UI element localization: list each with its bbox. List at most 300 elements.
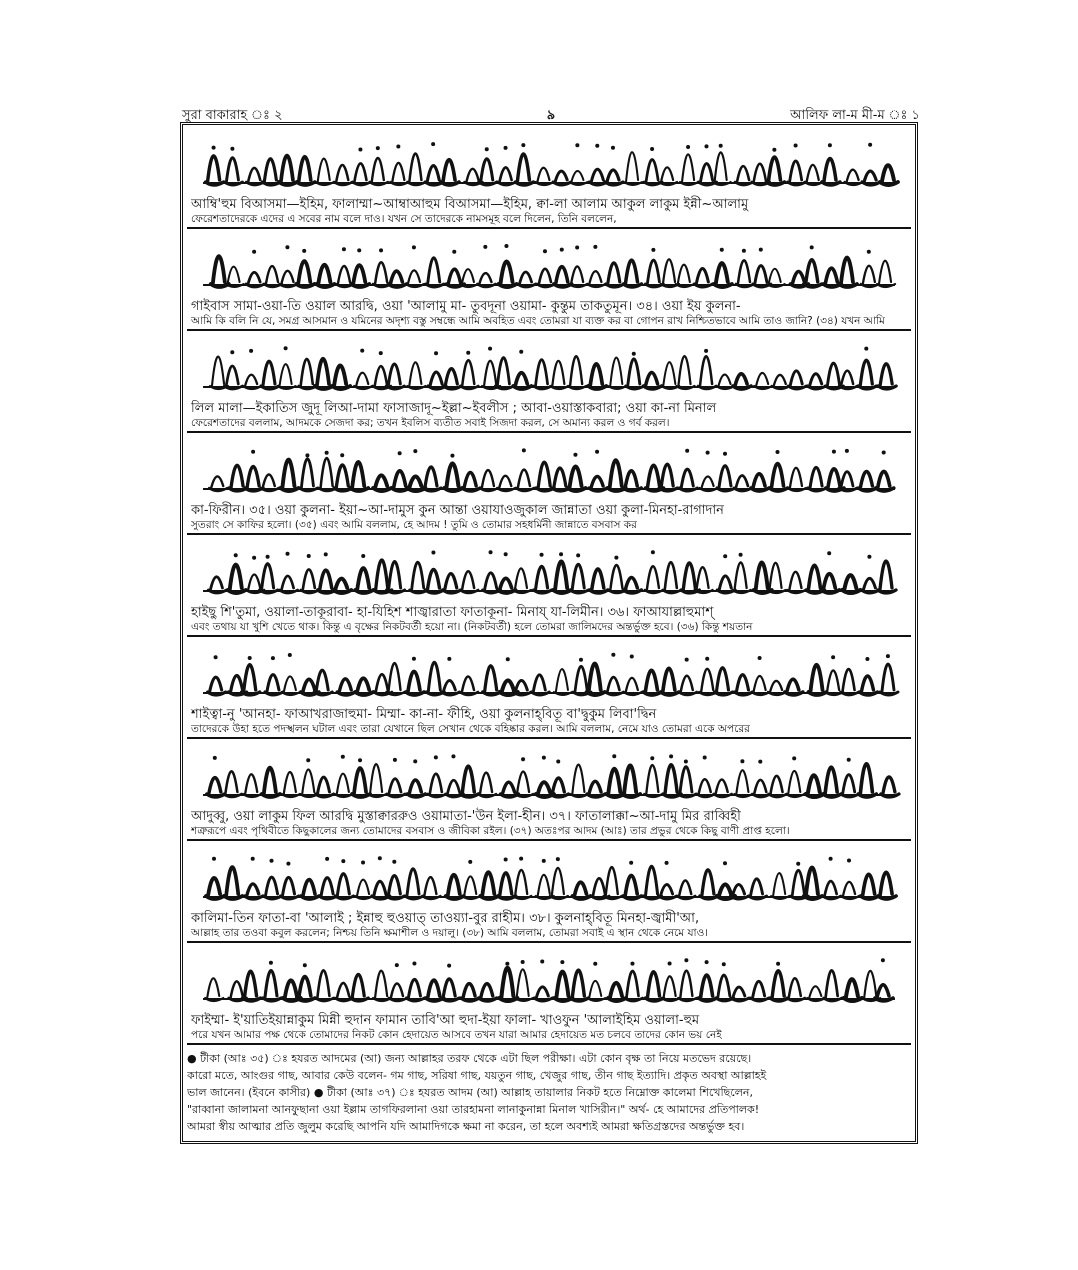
diacritic-mark [252, 250, 256, 254]
calligraphy-stroke [645, 972, 663, 1001]
diacritic-mark [248, 656, 252, 660]
calligraphy-stroke [678, 767, 696, 797]
calligraphy-stroke [265, 675, 283, 695]
diacritic-mark [593, 245, 597, 249]
diacritic-mark [775, 450, 779, 454]
diacritic-mark [285, 245, 289, 249]
diacritic-mark [468, 860, 472, 864]
diacritic-mark [595, 144, 599, 148]
calligraphy-stroke [661, 259, 679, 287]
calligraphy-stroke [441, 979, 459, 1001]
calligraphy-stroke [443, 369, 461, 389]
diacritic-mark [560, 960, 564, 964]
verse-block [187, 433, 911, 535]
diacritic-mark [867, 250, 871, 254]
calligraphy-stroke [407, 153, 425, 185]
calligraphy-stroke [206, 156, 224, 185]
calligraphy-stroke [714, 668, 732, 695]
diacritic-mark [234, 553, 238, 557]
verse-transliteration: শাইত্বা-নু 'আনহা- ফাআখরাজাহুমা- মিম্মা- কা-না- ফীহি, ওয়া কুলনাহ্‌বিতূ বা'দ্বুকুম লিবা'দ্বিন [191, 707, 657, 722]
calligraphy-stroke [280, 877, 298, 899]
calligraphy-stroke [623, 875, 641, 899]
diacritic-mark [395, 963, 399, 967]
calligraphy-stroke [623, 260, 641, 287]
diacritic-mark [434, 351, 438, 355]
calligraphy-stroke [604, 867, 622, 899]
diacritic-mark [379, 248, 383, 252]
calligraphy-stroke [734, 675, 752, 695]
diacritic-mark [412, 245, 416, 249]
diacritic-mark [705, 657, 709, 661]
diacritic-mark [378, 856, 382, 860]
diacritic-mark [723, 861, 727, 865]
arabic-verse-line [197, 847, 901, 907]
diacritic-mark [325, 857, 329, 861]
diacritic-mark [686, 145, 690, 149]
calligraphy-stroke [296, 261, 314, 287]
diacritic-mark [630, 962, 634, 966]
calligraphy-stroke [626, 359, 644, 389]
calligraphy-stroke [444, 463, 462, 491]
diacritic-mark [504, 244, 508, 248]
diacritic-mark [357, 248, 361, 252]
calligraphy-stroke [426, 258, 444, 287]
calligraphy-stroke [661, 668, 679, 695]
calligraphy-stroke [645, 566, 663, 593]
calligraphy-stroke [804, 260, 822, 287]
calligraphy-stroke [280, 460, 298, 491]
verse-transliteration: আম্বি'হুম বিআসমা—ইহিম, ফালাম্মা~আম্বাআহুম বিআসমা—ইহিম, ক্বা-লা আলাম আকুল লাকুম ইন্নী~আলামু [191, 197, 749, 212]
calligraphy-stroke [226, 267, 244, 287]
calligraphy-stroke [297, 157, 315, 185]
verse-transliteration: ফাইম্মা- ই'য়াতিইয়ান্নাকুম মিন্নী হুদান ফামান তাবি'আ হুদা-ইয়া ফালা- খাওফুন 'আলাইহিম ওয়ালা-হুম [191, 1013, 700, 1028]
para-name: আলিফ লা-ম মী-ম ঃ ১ [790, 108, 920, 123]
diacritic-mark [270, 859, 274, 863]
diacritic-mark [759, 248, 763, 252]
calligraphy-stroke [663, 562, 681, 593]
calligraphy-stroke [698, 356, 716, 389]
diacritic-mark [828, 143, 832, 147]
footnote-section [187, 1050, 911, 1135]
diacritic-mark [251, 857, 255, 861]
calligraphy-stroke [643, 670, 661, 695]
diacritic-mark [540, 553, 544, 557]
verse-transliteration: হাইছু শি'তুমা, ওয়ালা-তাকূরাবা- হা-যিহিশ শাজ্বারাতা ফাতাকূনা- মিনায্ যা-লিমীন। ৩৬। ফাআযাল্লাহুমাশ্ [191, 605, 714, 620]
diacritic-mark [288, 653, 292, 657]
calligraphy-stroke [299, 459, 317, 491]
calligraphy-stroke [228, 565, 246, 593]
diacritic-mark [685, 449, 689, 453]
calligraphy-stroke [768, 776, 786, 797]
calligraphy-stroke [515, 154, 533, 185]
calligraphy-stroke [282, 772, 300, 797]
calligraphy-stroke [428, 774, 446, 797]
calligraphy-stroke [407, 362, 425, 389]
diacritic-mark [306, 758, 310, 762]
calligraphy-stroke [390, 163, 408, 185]
calligraphy-stroke [734, 770, 752, 797]
diacritic-mark [485, 147, 489, 151]
calligraphy-stroke [788, 468, 806, 491]
verse-block [187, 841, 911, 943]
calligraphy-stroke [623, 471, 641, 491]
diacritic-mark [559, 552, 563, 556]
calligraphy-stroke [569, 266, 587, 287]
diacritic-mark [431, 551, 435, 555]
calligraphy-stroke [263, 971, 281, 1001]
diacritic-mark [611, 146, 615, 150]
diacritic-mark [831, 655, 835, 659]
calligraphy-stroke [335, 874, 353, 899]
diacritic-mark [796, 862, 800, 866]
diacritic-mark [829, 857, 833, 861]
verse-block [187, 739, 911, 841]
calligraphy-stroke [314, 670, 332, 695]
diacritic-mark [488, 347, 492, 351]
footnote-line: ভাল জানেন। (ইবনে কাসীর) ● টীকা (আঃ ৩৭) ঃ হযরত আদম (আ) আল্লাহ তায়ালার নিকট হতে নিম্নোক্ত কালেমা শিখেছিলেন, [187, 1086, 753, 1099]
calligraphy-stroke [770, 971, 788, 1001]
calligraphy-stroke [622, 765, 640, 797]
diacritic-mark [303, 963, 307, 967]
diacritic-mark [650, 147, 654, 151]
diacritic-mark [521, 757, 525, 761]
calligraphy-stroke [717, 466, 735, 491]
calligraphy-stroke [771, 873, 789, 899]
calligraphy-stroke [462, 876, 480, 899]
verse-translation: আমি কি বলি নি যে, সমগ্র আসমান ও যমিনের অদৃশ্য বস্তু সম্বন্ধে আমি অবহিত এবং তোমরা যা ব্যক্ত কর বা গোপন রাখ নিশ্চিতভাবে আমি তাও জানি? (৩৪) যখন আমি [191, 315, 885, 327]
diacritic-mark [358, 148, 362, 152]
diacritic-mark [792, 756, 796, 760]
calligraphy-stroke [804, 868, 822, 899]
calligraphy-stroke [663, 765, 681, 797]
diacritic-mark [556, 857, 560, 861]
calligraphy-stroke [405, 869, 423, 899]
calligraphy-stroke [370, 158, 388, 185]
calligraphy-stroke [315, 359, 333, 389]
calligraphy-stroke [242, 665, 260, 695]
calligraphy-stroke [678, 971, 696, 1001]
calligraphy-stroke [498, 261, 516, 287]
diacritic-mark [489, 550, 493, 554]
diacritic-mark [361, 554, 365, 558]
calligraphy-stroke [567, 466, 585, 491]
calligraphy-stroke [568, 356, 586, 389]
calligraphy-stroke [479, 159, 497, 185]
calligraphy-stroke [805, 165, 823, 185]
diacritic-mark [447, 964, 451, 968]
diacritic-mark [882, 451, 886, 455]
diacritic-mark [341, 859, 345, 863]
diacritic-mark [827, 551, 831, 555]
diacritic-mark [668, 962, 672, 966]
calligraphy-stroke [263, 877, 281, 899]
calligraphy-stroke [588, 364, 606, 389]
diacritic-mark [271, 656, 275, 660]
calligraphy-stroke [515, 771, 533, 797]
calligraphy-stroke [839, 258, 857, 287]
diacritic-mark [723, 452, 727, 456]
verse-block [187, 331, 911, 433]
arabic-verse-line [197, 643, 901, 703]
diacritic-mark [392, 860, 396, 864]
diacritic-mark [772, 148, 776, 152]
diacritic-mark [212, 146, 216, 150]
arabic-verse-line [197, 745, 901, 805]
calligraphy-stroke [841, 775, 859, 797]
calligraphy-stroke [495, 358, 513, 389]
arabic-verse-line [197, 439, 901, 499]
calligraphy-stroke [224, 867, 242, 899]
diacritic-mark [505, 962, 509, 966]
calligraphy-stroke [624, 971, 642, 1001]
calligraphy-stroke [713, 152, 731, 185]
diacritic-mark [506, 657, 510, 661]
surah-name: সুরা বাকারাহ ঃ ২ [182, 108, 283, 123]
calligraphy-stroke [861, 874, 879, 899]
diacritic-mark [684, 760, 688, 764]
diacritic-mark [847, 758, 851, 762]
calligraphy-stroke [352, 163, 370, 185]
calligraphy-stroke [878, 872, 896, 899]
verse-block [187, 637, 911, 739]
calligraphy-stroke [570, 970, 588, 1001]
calligraphy-stroke [533, 566, 551, 593]
diacritic-mark [614, 556, 618, 560]
calligraphy-stroke [644, 765, 662, 797]
diacritic-mark [630, 655, 634, 659]
calligraphy-stroke [531, 675, 549, 695]
diacritic-mark [324, 552, 328, 556]
verse-block [187, 229, 911, 331]
diacritic-mark [434, 755, 438, 759]
calligraphy-stroke [880, 664, 898, 695]
calligraphy-stroke [373, 971, 391, 1001]
diacritic-mark [412, 962, 416, 966]
diacritic-mark [720, 248, 724, 252]
verse-translation: আল্লাহ তার তওবা কবুল করলেন; নিশ্চয় তিনি ক্ষমাশীল ও দয়ালু। (৩৮) আমি বললাম, তোমরা সবাই এ স্থান থেকে নেমে যাও। [191, 927, 709, 939]
calligraphy-stroke [806, 775, 824, 797]
diacritic-mark [504, 858, 508, 862]
calligraphy-stroke [387, 562, 405, 593]
diacritic-mark [847, 859, 851, 863]
calligraphy-stroke [350, 462, 368, 491]
calligraphy-stroke [422, 877, 440, 899]
diacritic-mark [504, 146, 508, 150]
calligraphy-stroke [787, 978, 805, 1001]
diacritic-mark [521, 960, 525, 964]
calligraphy-stroke [786, 771, 804, 797]
calligraphy-stroke [446, 875, 464, 899]
calligraphy-stroke [624, 152, 642, 185]
diacritic-mark [612, 754, 616, 758]
calligraphy-stroke [332, 365, 350, 389]
calligraphy-stroke [733, 562, 751, 593]
diacritic-mark [284, 346, 288, 350]
diacritic-mark [302, 249, 306, 253]
diacritic-mark [325, 451, 329, 455]
arabic-verse-line [197, 133, 901, 193]
calligraphy-stroke [406, 979, 424, 1001]
verse-translation: শত্রুরূপে এবং পৃথিবীতে কিছুকালের জন্য তোমাদের বসবাস ও জীবিকা রইল। (৩৭) অতঃপর আদম (আঃ) তার প্রভুর থেকে কিছু বাণী প্রাপ্ত হলো। [191, 825, 790, 837]
calligraphy-stroke [352, 768, 370, 797]
diacritic-mark [684, 958, 688, 962]
verse-translation: ফেরেশতাদের বললাম, আদমকে সেজদা কর; তখন ইবলিস ব্যতীত সবাই সিজদা করল, সে অমান্য করল ও গর্ব করল। [191, 417, 670, 429]
calligraphy-stroke [533, 360, 551, 389]
calligraphy-stroke [480, 872, 498, 899]
calligraphy-stroke [606, 263, 624, 287]
diacritic-mark [504, 552, 508, 556]
diacritic-mark [719, 144, 723, 148]
calligraphy-stroke [426, 662, 444, 695]
diacritic-mark [758, 760, 762, 764]
diacritic-mark [286, 552, 290, 556]
diacritic-mark [723, 554, 727, 558]
calligraphy-stroke [587, 981, 605, 1001]
diacritic-mark [379, 351, 383, 355]
calligraphy-stroke [460, 571, 478, 593]
calligraphy-stroke [808, 467, 826, 491]
calligraphy-stroke [243, 774, 261, 797]
calligraphy-stroke [460, 360, 478, 389]
diacritic-mark [286, 862, 290, 866]
calligraphy-stroke [478, 773, 496, 797]
diacritic-mark [556, 760, 560, 764]
diacritic-mark [560, 248, 564, 252]
diacritic-mark [595, 450, 599, 454]
calligraphy-stroke [679, 469, 697, 491]
diacritic-mark [704, 349, 708, 353]
calligraphy-stroke [748, 879, 766, 899]
verse-block [187, 943, 911, 1045]
diacritic-mark [519, 350, 523, 354]
calligraphy-stroke [570, 765, 588, 797]
arabic-verse-line [197, 235, 901, 295]
diacritic-mark [758, 656, 762, 660]
diacritic-mark [305, 453, 309, 457]
verse-translation: ফেরেশতাদেরকে এদের এ সবের নাম বলে দাও। যখন সে তাদেরকে নামসমূহ বলে দিলেন, তিনি বললেন, [191, 213, 617, 225]
diacritic-mark [212, 857, 216, 861]
calligraphy-stroke [714, 263, 732, 287]
diacritic-mark [266, 555, 270, 559]
calligraphy-stroke [590, 569, 608, 593]
diacritic-mark [740, 759, 744, 763]
diacritic-mark [881, 958, 885, 962]
diacritic-mark [521, 143, 525, 147]
verse-translation: তাদেরকে উহা হতে পদস্খলন ঘটাল এবং তারা যেখানে ছিল সেখান থেকে বহিষ্কার করল। আমি বললাম, নেমে যাও তোমরা একে অপরের [191, 723, 750, 735]
calligraphy-stroke [513, 870, 531, 899]
calligraphy-stroke [516, 470, 534, 491]
page-frame [180, 122, 918, 1144]
calligraphy-stroke [570, 564, 588, 593]
diacritic-mark [776, 962, 780, 966]
verse-translation: এবং তথায় যা খুশি খেতে থাক। কিন্তু এ বৃক্ষের নিকটবর্তী হয়ো না। (নিকটবর্তী) হলে তোমরা জালিমদের অন্তর্ভুক্ত হবে। (৩৬) কিন্তু শয়তান [191, 621, 753, 633]
calligraphy-stroke [406, 671, 424, 695]
diacritic-mark [573, 453, 577, 457]
verse-transliteration: আদুব্বু, ওয়া লাকুম ফিল আরদ্বি মুস্তাক্বাররুও ওয়ামাতা-'উন ইলা-হীন। ৩৭। ফাতালাক্কা~আ-দামু মির রাব্বিহী [191, 809, 741, 824]
diacritic-mark [447, 657, 451, 661]
diacritic-mark [651, 248, 655, 252]
diacritic-mark [665, 861, 669, 865]
diacritic-mark [341, 755, 345, 759]
diacritic-mark [722, 962, 726, 966]
calligraphy-stroke [386, 875, 404, 899]
calligraphy-stroke [278, 364, 296, 389]
diacritic-mark [450, 454, 454, 458]
calligraphy-stroke [788, 161, 806, 185]
calligraphy-stroke [587, 664, 605, 695]
diacritic-mark [542, 756, 546, 760]
verse-block [187, 127, 911, 229]
calligraphy-stroke [680, 154, 698, 185]
calligraphy-stroke [279, 156, 297, 185]
arabic-verse-line [197, 949, 901, 1009]
calligraphy-stroke [499, 968, 517, 1001]
diacritic-mark [865, 657, 869, 661]
calligraphy-stroke [319, 458, 337, 491]
calligraphy-stroke [878, 364, 896, 389]
calligraphy-stroke [662, 976, 680, 1001]
verse-transliteration: কালিমা-তিন ফাতা-বা 'আলাই ; ইন্নাহু হুওয়াত্ তাওয়্যা-বুর রাহীম। ৩৮। কুলনাহ্‌বিতূ মিনহা-জ্বামী'আ, [191, 911, 700, 926]
diacritic-mark [340, 453, 344, 457]
diacritic-mark [742, 249, 746, 253]
calligraphy-stroke [766, 157, 784, 185]
calligraphy-stroke [844, 979, 862, 1001]
diacritic-mark [230, 147, 234, 151]
diacritic-mark [706, 451, 710, 455]
diacritic-mark [522, 448, 526, 452]
calligraphy-stroke [550, 361, 568, 389]
calligraphy-stroke [480, 470, 498, 491]
calligraphy-stroke [699, 975, 717, 1001]
verse-translation: পরে যখন আমার পক্ষ থেকে তোমাদের নিকট কোন হেদায়েত আসবে তখন যারা আমার হেদায়েত মত চলবে তাদের কোন ভয় নেই [191, 1029, 722, 1041]
diacritic-mark [886, 654, 890, 658]
diacritic-mark [358, 758, 362, 762]
diacritic-mark [376, 146, 380, 150]
diacritic-mark [832, 450, 836, 454]
calligraphy-stroke [351, 265, 369, 287]
diacritic-mark [393, 758, 397, 762]
diacritic-mark [431, 142, 435, 146]
diacritic-mark [705, 960, 709, 964]
footnote-line: "রাব্বানা জালামনা আনফুছানা ওয়া ইল্লাম তাগফিরলানা ওয়া তারহামনা লানাকুনান্না মিনাল খাসিরীন।" অর্থ- হে আমাদের প্রতিপালক! [187, 1103, 760, 1116]
verse-translation: সুতরাং সে কাফির হলো। (৩৫) এবং আমি বললাম, হে আদম ! তুমি ও তোমার সহধর্মিনী জান্নাতে বসবাস কর [191, 519, 637, 531]
diacritic-mark [650, 756, 654, 760]
diacritic-mark [845, 449, 849, 453]
calligraphy-stroke [877, 261, 895, 287]
diacritic-mark [483, 245, 487, 249]
diacritic-mark [412, 657, 416, 661]
diacritic-mark [810, 245, 814, 249]
calligraphy-stroke [315, 970, 333, 1001]
diacritic-mark [632, 352, 636, 356]
calligraphy-stroke [483, 666, 501, 695]
diacritic-mark [611, 653, 615, 657]
diacritic-mark [360, 349, 364, 353]
calligraphy-stroke [808, 665, 826, 695]
calligraphy-stroke [260, 564, 278, 593]
calligraphy-stroke [553, 561, 571, 593]
diacritic-mark [361, 861, 365, 865]
calligraphy-stroke [608, 357, 626, 389]
calligraphy-stroke [205, 978, 223, 1001]
calligraphy-stroke [694, 567, 712, 593]
verse-transliteration: লিল মালা—ইকাতিস জুদূ লিআ-দামা ফাসাজাদূ~ইল্লা~ইবলীস ; আবা-ওয়াস্তাকবারা; ওয়া কা-না মিনাল [191, 401, 717, 416]
calligraphy-stroke [824, 970, 842, 1001]
calligraphy-stroke [643, 866, 661, 899]
diacritic-mark [575, 246, 579, 250]
calligraphy-stroke [368, 764, 386, 797]
verse-transliteration: কা-ফিরীন। ৩৫। ওয়া কুলনা- ইয়া~আ-দামুস কুন আন্তা ওয়াযাওজুকাল জান্নাতা ওয়া কুলা-মিনহা-রাগাদান [191, 503, 724, 518]
